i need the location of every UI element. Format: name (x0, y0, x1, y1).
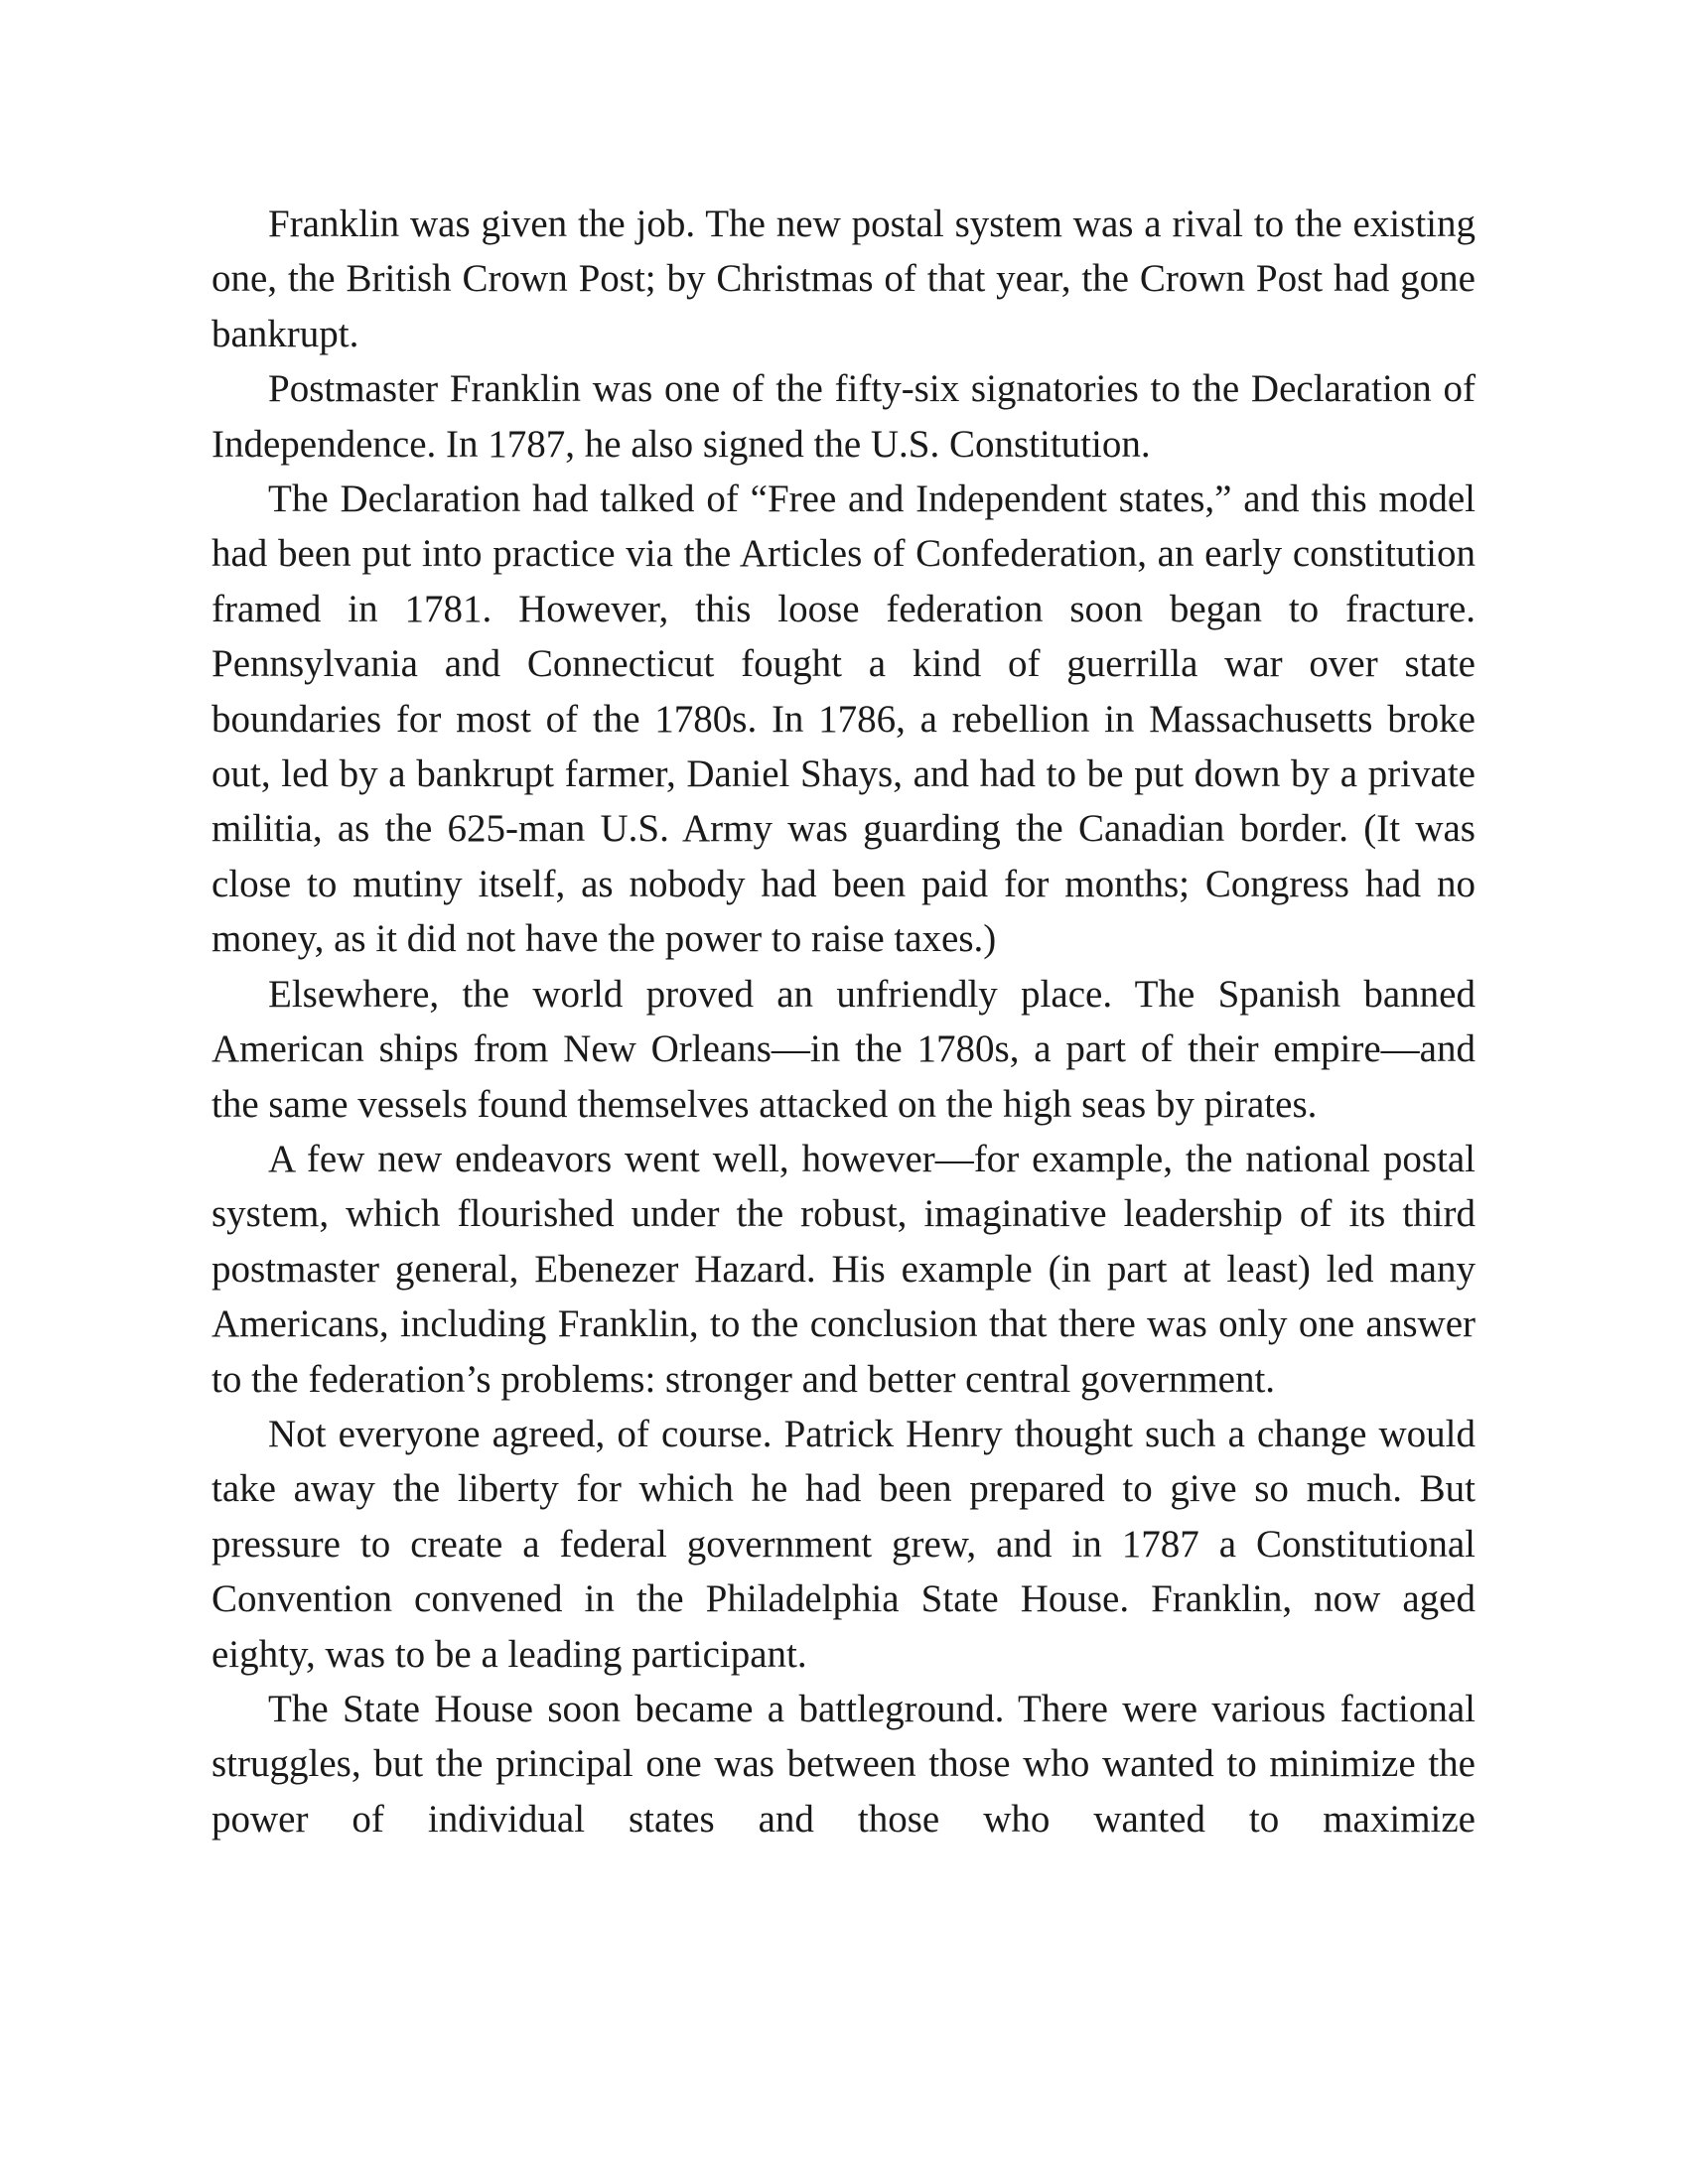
body-text (211, 197, 1476, 1846)
paragraph-2: Postmaster Franklin was one of the fifty-six signatories to the Declaration of Independence. In 1787, he also signed the U.S. Constitution. (211, 367, 1476, 466)
paragraph-7: The State House soon became a battleground. There were various factional struggles, but the principal one was between those who wanted to minimize the power of individual states and those who wanted to maximize (211, 1687, 1476, 1841)
paragraph-6: Not everyone agreed, of course. Patrick Henry thought such a change would take away the liberty for which he had been prepared to give so much. But pressure to create a federal government grew, and in 1787 a Constitutional Convention convened in the Philadelphia State House. Franklin, now aged eighty, was to be a leading participant. (211, 1412, 1476, 1676)
paragraph-4: Elsewhere, the world proved an unfriendly place. The Spanish banned American ships from New Orleans—in the 1780s, a part of their empire—and the same vessels found themselves attacked on the high seas by pirates. (211, 972, 1476, 1126)
paragraph-5: A few new endeavors went well, however—for example, the national postal system, which flourished under the robust, imaginative leadership of its third postmaster general, Ebenezer Hazard. His example (in part at least) led many Americans, including Franklin, to the conclusion that there was only one answer to the federation’s problems: stronger and better central government. (211, 1137, 1476, 1401)
paragraph-3: The Declaration had talked of “Free and Independent states,” and this model had been put into practice via the Articles of Confederation, an early constitution framed in 1781. However, this loose federation soon began to fracture. Pennsylvania and Connecticut fought a kind of guerrilla war over state boundaries for most of the 1780s. In 1786, a rebellion in Massachusetts broke out, led by a bankrupt farmer, Daniel Shays, and had to be put down by a private militia, as the 625-man U.S. Army was guarding the Canadian border. (It was close to mutiny itself, as nobody had been paid for months; Congress had no money, as it did not have the power to raise taxes.) (211, 478, 1476, 961)
paragraph-1: Franklin was given the job. The new postal system was a rival to the existing one, the British Crown Post; by Christmas of that year, the Crown Post had gone bankrupt. (211, 203, 1476, 355)
